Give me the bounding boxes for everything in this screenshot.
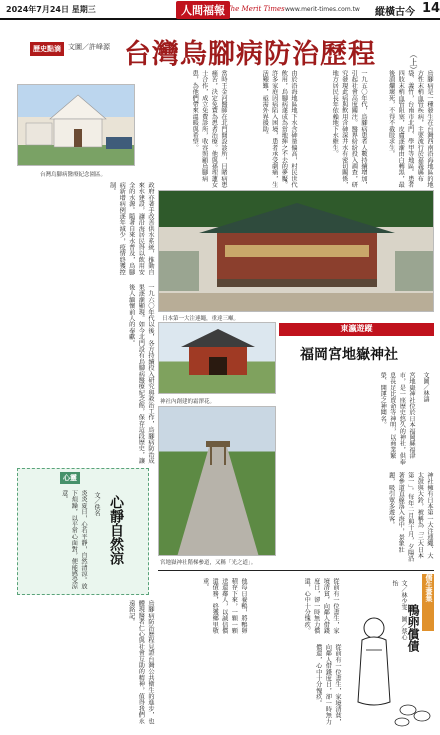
article-text-col-3 bbox=[232, 70, 298, 190]
literature-author: 文／林少雯 圖／蔡心怡 bbox=[391, 580, 407, 640]
monk-with-ducks-drawing bbox=[344, 610, 434, 730]
literature-section-tag: 儒生畫集 bbox=[422, 574, 434, 631]
article-paragraph: 烏腳病防治歷程見證台灣公共衛生的進步，也體現醫者仁心與社會互助的精神，值得我們永遠銘記。 bbox=[127, 600, 154, 724]
article-author: 文圖／許峰源 bbox=[68, 43, 110, 51]
mind-box-paragraph: 炎炎夏日，心若平靜，自然清涼。放下煩躁，以平常心面對，便能感受涼意。 bbox=[60, 490, 87, 590]
travel-section-tag: 東瀛遊蹤 bbox=[279, 323, 434, 336]
page-number: 14 bbox=[422, 1, 440, 16]
travel-title: 福岡宮地嶽神社 bbox=[300, 347, 398, 363]
literature-paragraph: 從前有一位書生，家境清貧，向鄰人借錢度日，卻一時無力償還，心中十分愧疚。 bbox=[303, 578, 339, 634]
photo-caption: 宮地嶽神社階梯參道，又稱「光之道」。 bbox=[160, 560, 257, 566]
memorial-hall-photo bbox=[17, 84, 135, 166]
travel-text-col-2 bbox=[282, 472, 434, 564]
article-text-col-5 bbox=[17, 182, 155, 280]
photo-caption: 日本第一大注連繩，重達三噸。 bbox=[162, 316, 240, 322]
mind-box-author: 文／佚名 bbox=[93, 492, 100, 516]
article-part: （上） bbox=[409, 50, 418, 74]
article-title: 台灣烏腳病防治歷程 bbox=[124, 39, 376, 70]
page-header bbox=[0, 0, 440, 20]
shrine-hall-illustration bbox=[159, 191, 434, 312]
shrine-gate-illustration bbox=[159, 323, 276, 394]
shrine-gate-photo bbox=[158, 322, 276, 394]
article-text-col-7 bbox=[17, 600, 155, 726]
memorial-hall-illustration bbox=[18, 85, 135, 166]
stairway-illustration bbox=[159, 407, 276, 556]
mind-box-tag: 心靈 bbox=[60, 472, 80, 484]
section-divider bbox=[158, 570, 434, 571]
newspaper-logo-en: The Merit Times bbox=[226, 5, 285, 13]
article-text-col-6 bbox=[17, 284, 155, 464]
website-url[interactable]: www.merit-times.com.tw bbox=[285, 6, 360, 13]
article-paragraph: 烏腳病是一種發生在台灣西南沿海地區的地方性末梢血管疾病，主要流行於嘉義縣布袋、義竹，台南市北門、學甲等地區。患者四肢末梢血管阻塞，皮膚逐漸由白轉黑，最後潰爛壞死，不得不截肢求生。 bbox=[387, 70, 433, 188]
article-text-col-2 bbox=[302, 70, 368, 190]
travel-paragraph: 宮地嶽神社位於日本福岡縣福津市，是一座歷史悠久的神社，供奉息長足比賣命等神明，以商業繁榮、開運之神聞名。 bbox=[379, 372, 415, 465]
issue-date: 2024年7月24日 星期三 bbox=[6, 5, 96, 14]
travel-paragraph: 神社擁有日本第一大注連繩、大太鼓與大鈴，被稱為「三大日本第一」。每年二月與十月，夕陽沿著參道直線落入海中，景象壯麗，吸引眾多遊客。 bbox=[387, 472, 433, 562]
travel-text-col-1 bbox=[282, 372, 416, 468]
article-paragraph: 當時王金河醫師在北門開設診所，目睹病患痛苦，決定免費為患者治療。他與孫理蓮女士合作，成立免費診所，收容照顧烏腳病患，為他們帶來溫暖與希望。 bbox=[191, 70, 227, 188]
literature-text-col-3 bbox=[158, 644, 342, 730]
shrine-stairway-photo bbox=[158, 406, 276, 556]
article-text-col-1 bbox=[372, 70, 434, 190]
article-paragraph: 一九六〇年代以後，各方持續投入研究與救治工作，烏腳病防治成果逐漸顯現。如今北門設有烏腳病醫療紀念館，保存這段歷史，讓後人緬懷前人的奉獻。 bbox=[127, 284, 154, 464]
article-text-col-4 bbox=[140, 70, 228, 190]
literature-text-col-1 bbox=[250, 578, 340, 638]
article-paragraph: 由於沿海地區地下水含砷量偏高，村民世代飲用，烏腳病遂成為當地揮之不去的夢魘。許多家庭因病陷入困境，患者承受劇痛，生活艱難，亟需外界援助。 bbox=[261, 70, 297, 188]
mind-box-text bbox=[22, 490, 88, 590]
photo-caption: 神社內創建的霜澤花。 bbox=[160, 399, 216, 405]
literature-illustration bbox=[344, 610, 434, 730]
section-name: 縱橫古今 bbox=[375, 7, 415, 18]
shrine-hall-photo bbox=[158, 190, 434, 312]
travel-author: 文圖／林濤 bbox=[422, 372, 429, 402]
newspaper-logo[interactable]: 人間福報 bbox=[176, 1, 230, 19]
literature-text-col-2 bbox=[158, 578, 248, 638]
mind-box-title: 心靜自然涼 bbox=[108, 495, 124, 565]
article-paragraph: 一九五〇年代，烏腳病患者人數持續增加，引起社會高度關注。醫界紛紛投入調查，研究發現此病與飲用含砷深井水有密切關係，地方居民長年依賴地下水維生。 bbox=[331, 70, 367, 188]
article-paragraph: 政府亦著手改善供水系統，推動自來水建設，讓沿海居民得以飲用安全的水源。隨著自來水普及，烏腳病新增病例逐年減少，疫情終獲控制。 bbox=[108, 182, 154, 275]
category-badge: 歷史點滴 bbox=[30, 42, 64, 56]
photo-caption: 台灣烏腳病醫療紀念園區。 bbox=[40, 172, 107, 178]
literature-title: 鴨卵償債 bbox=[406, 604, 420, 652]
literature-paragraph: 從前有一位書生，家境清貧，向鄰人借錢度日，卻一時無力償還，心中十分愧疚。 bbox=[314, 644, 341, 725]
literature-paragraph: 他每日養鴨，將鴨卵積存下來，一顆一顆送還鄰人，以誠信償還債務，終獲鄉里敬重。 bbox=[201, 578, 247, 634]
